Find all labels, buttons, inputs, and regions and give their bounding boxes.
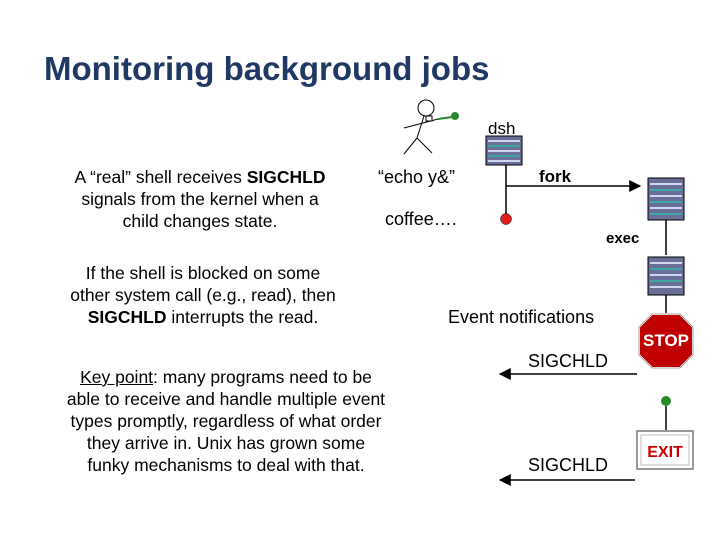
sigchld-label-exit: SIGCHLD — [528, 455, 609, 475]
exit-sign-text: EXIT — [647, 444, 683, 461]
p1-line2: signals from the kernel when a — [81, 189, 319, 209]
p2-line2: other system call (e.g., read), then — [70, 285, 336, 305]
p1-line1-pre: A “real” shell receives — [74, 167, 247, 187]
p3-line2: able to receive and handle multiple event — [66, 389, 386, 409]
dsh-process-stack-icon — [486, 136, 522, 165]
key-point-label: Key point — [80, 367, 154, 387]
p3-line5: funky mechanisms to deal with that. — [87, 455, 365, 475]
exit-sign-icon — [637, 431, 693, 469]
sigchld-label-stop: SIGCHLD — [528, 351, 609, 371]
exec-label: exec — [606, 230, 640, 247]
dsh-label: dsh — [488, 119, 516, 138]
dsh-blocked-node-icon — [501, 214, 512, 225]
user-link-line — [438, 117, 452, 119]
p3-line4: they arrive in. Unix has grown some — [86, 433, 366, 453]
stop-sign-icon — [639, 314, 693, 368]
user-figure-icon — [404, 100, 442, 154]
coffee-label: coffee…. — [385, 209, 457, 229]
child-process-stack-icon — [648, 178, 684, 220]
exec-process-stack-icon — [648, 257, 684, 295]
stop-sign-text: STOP — [643, 331, 689, 350]
p3-line3: types promptly, regardless of what order — [70, 411, 382, 431]
slide-title: Monitoring background jobs — [44, 50, 490, 87]
p1-sigchld: SIGCHLD — [246, 167, 326, 187]
p2-line1: If the shell is blocked on some — [85, 263, 321, 283]
continue-node-icon — [661, 396, 671, 406]
echo-command-label: “echo y&” — [378, 167, 456, 187]
p3-line1-post: : many programs need to be — [153, 367, 372, 387]
p2-sigchld: SIGCHLD — [87, 307, 167, 327]
user-input-node-icon — [451, 112, 459, 120]
p1-line3: child changes state. — [122, 211, 278, 231]
fork-label: fork — [539, 167, 572, 186]
p2-line3-post: interrupts the read. — [166, 307, 319, 327]
event-notifications-label: Event notifications — [448, 307, 595, 327]
